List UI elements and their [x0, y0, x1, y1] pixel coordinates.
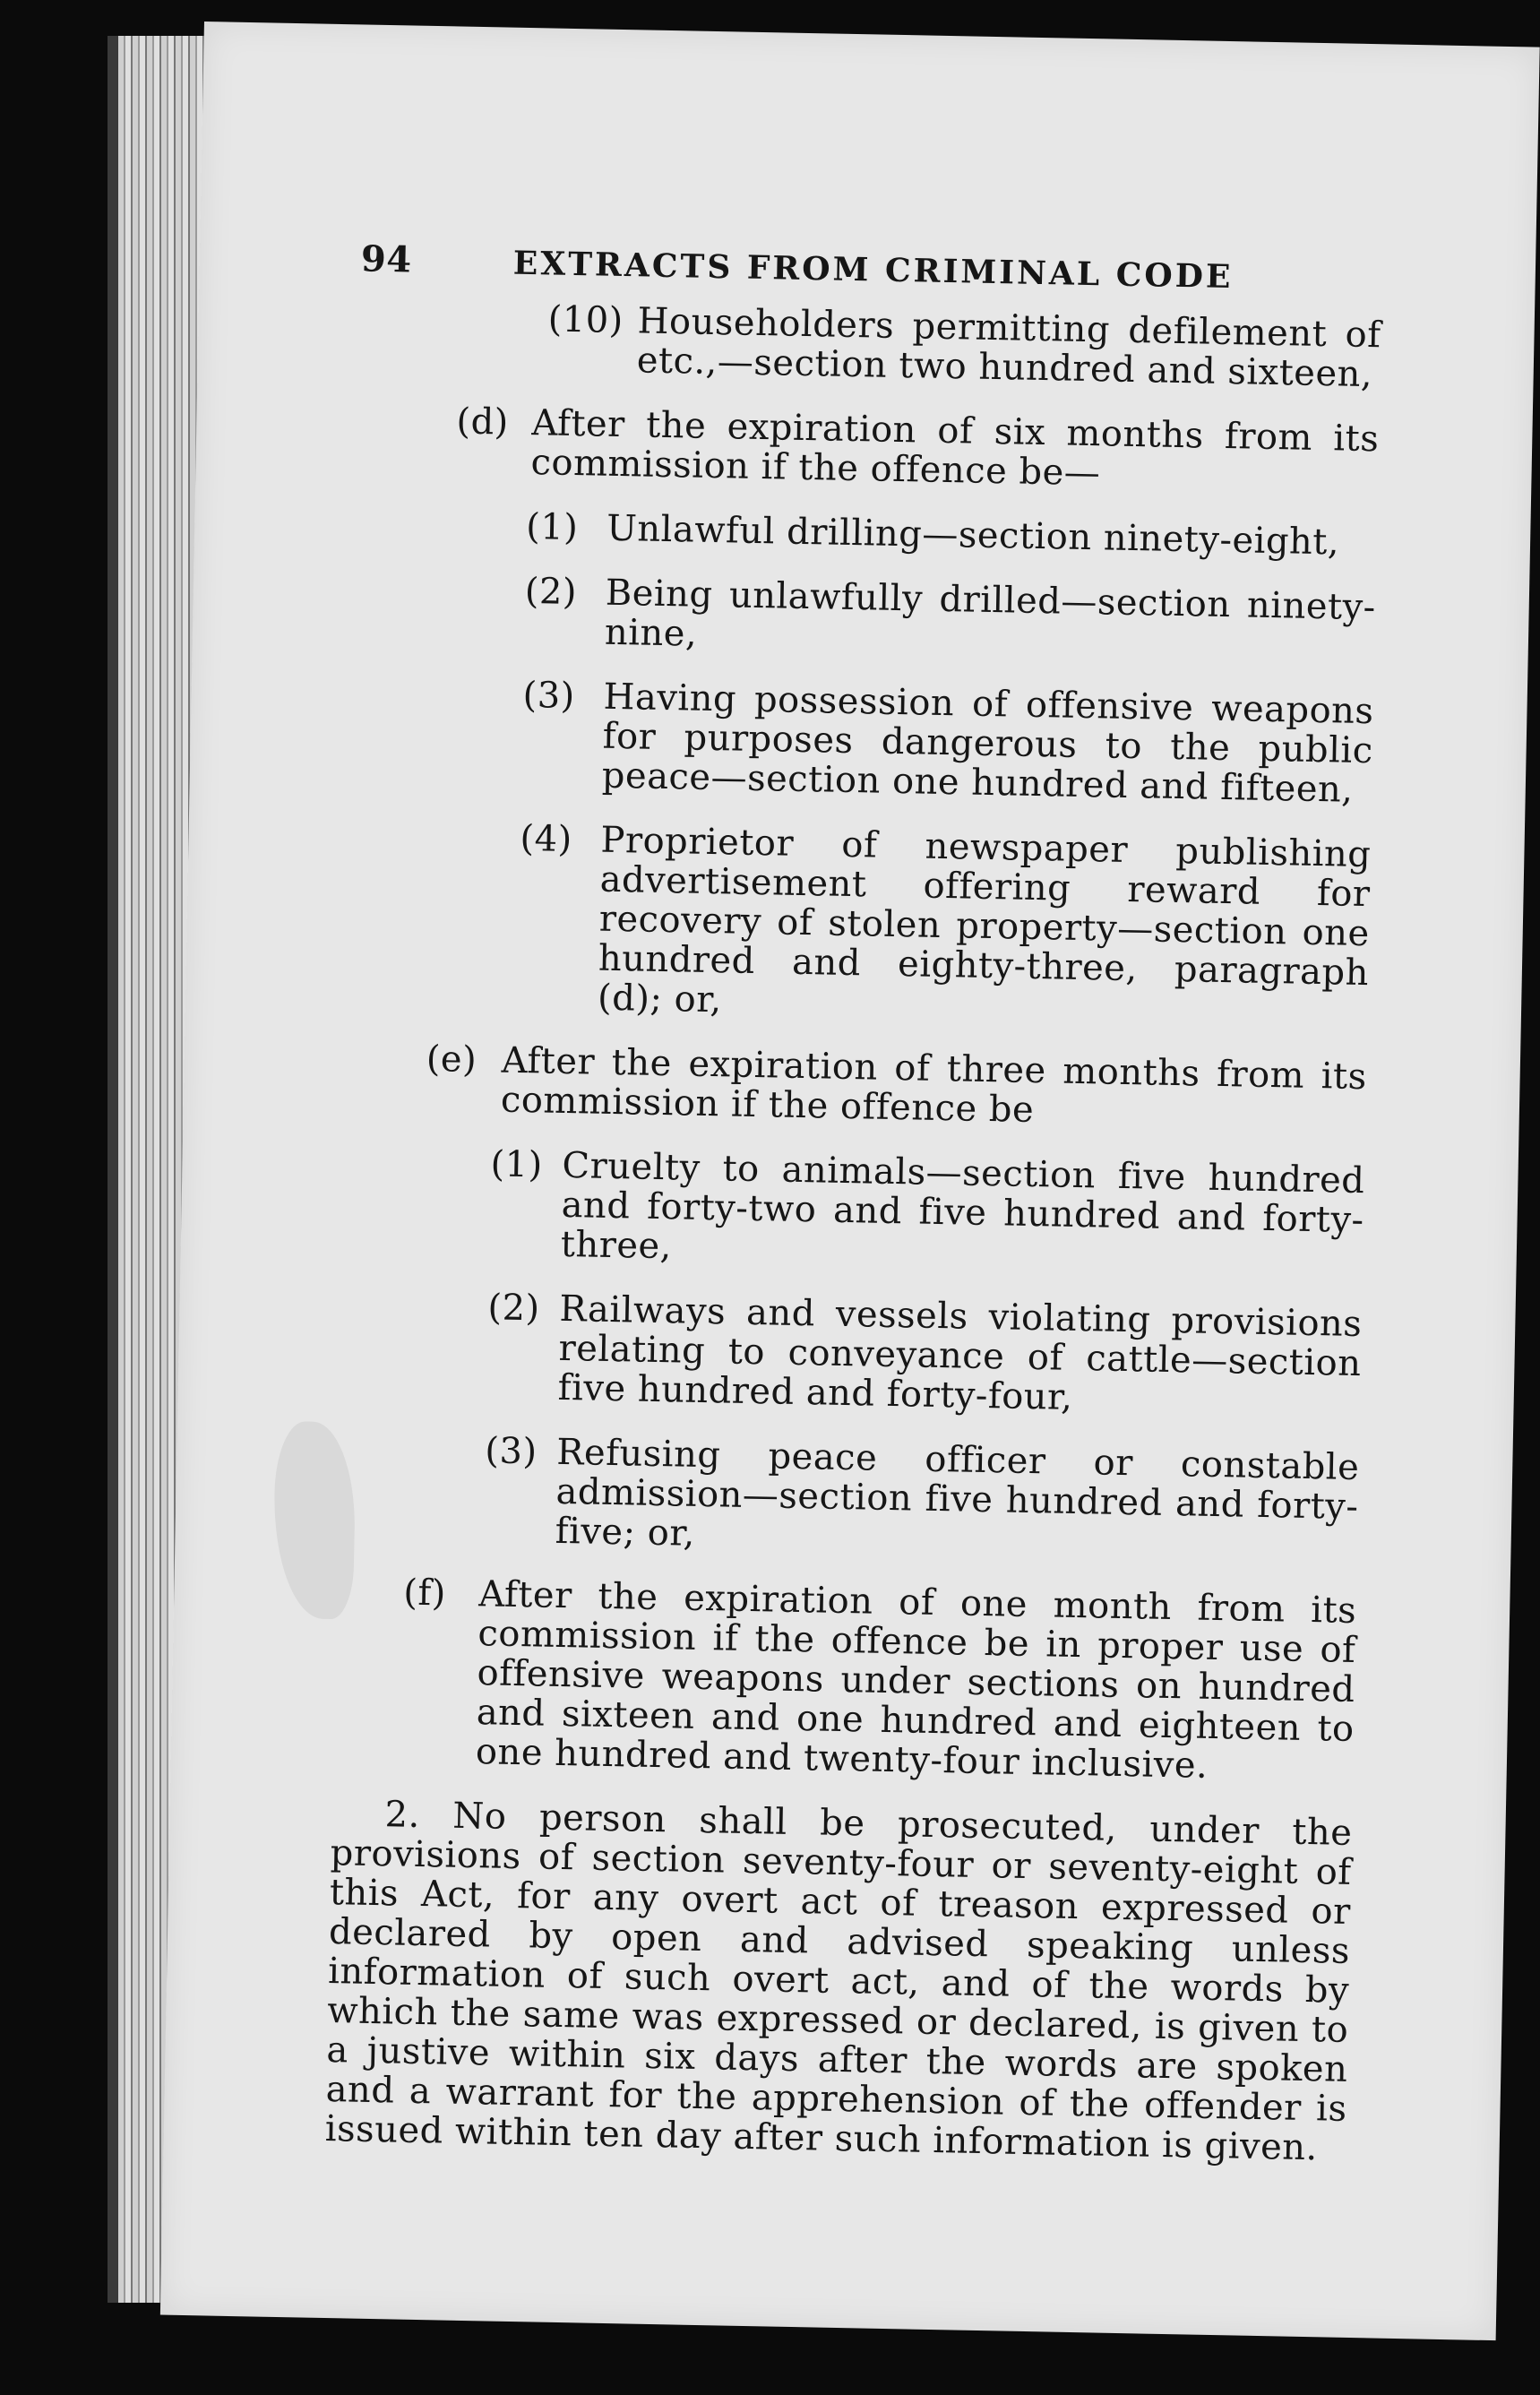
clause-number: (3)	[522, 674, 576, 718]
clause-d-2	[524, 572, 1377, 667]
clause-10	[546, 299, 1381, 394]
clause-text: Having possession of offensive weapons for purposes dangerous to the public peace—section one hundred and fifteen,	[601, 676, 1374, 811]
clause-text: Cruelty to animals—section five hundred and forty-two and five hundred and forty-three,	[560, 1144, 1365, 1268]
clause-d-3	[521, 676, 1374, 810]
paragraph-2: 2. No person shall be prosecuted, under the provisions of section seventy-four or seventy-eight of this Act, for any overt act of treason expressed or declared by open and advised speaking unless information of such overt act, and of the words by which the same was expressed or declared, is given to a justive within six days after the words are spoken and a warrant for the apprehension of the offender is issued within ten day after such information is given.	[324, 1794, 1353, 2169]
clause-number: (2)	[487, 1287, 541, 1330]
clause-number: (e)	[426, 1038, 477, 1081]
clause-number: (4)	[520, 817, 573, 861]
clause-e-2	[486, 1288, 1362, 1423]
clause-text: Railways and vessels violating provisions relating to conveyance of cattle—section five hundred and forty-four,	[557, 1288, 1363, 1418]
clause-number: (2)	[524, 570, 578, 614]
clause-number: (1)	[525, 506, 579, 549]
clause-number: (d)	[456, 401, 510, 444]
clause-text: Unlawful drilling—section ninety-eight,	[606, 507, 1340, 564]
page-number: 94	[360, 237, 413, 281]
clause-number: (10)	[547, 298, 624, 342]
clause-d	[455, 401, 1379, 498]
clause-number: (1)	[490, 1143, 544, 1186]
clause-number: (f)	[402, 1572, 447, 1615]
clause-number: (3)	[484, 1430, 538, 1473]
clause-d-4	[517, 819, 1372, 1032]
running-title: EXTRACTS FROM CRIMINAL CODE	[512, 244, 1234, 297]
page-content	[324, 239, 1382, 2203]
clause-text: After the expiration of three months from its commission if the offence be	[500, 1039, 1368, 1131]
clause-text: Householders permitting defilement of etc.,—section two hundred and sixteen,	[636, 300, 1381, 396]
clause-e	[426, 1039, 1367, 1136]
clause-d-1	[526, 507, 1378, 563]
clause-f	[400, 1573, 1357, 1788]
clause-text: Refusing peace officer or constable admission—section five hundred and forty-five; or,	[555, 1431, 1360, 1555]
clause-text: Being unlawfully drilled—section ninety-nine,	[604, 572, 1377, 655]
clause-e-1	[488, 1144, 1364, 1279]
clause-text: Proprietor of newspaper publishing advertisement offering reward for recovery of stolen property—section one hundred and eighty-three, paragraph (d); or,	[597, 819, 1372, 1021]
running-header	[360, 239, 1382, 299]
book-page	[160, 22, 1540, 2340]
clause-text: After the expiration of six months from its commission if the offence be—	[530, 402, 1380, 495]
clause-text: After the expiration of one month from its commission if the offence be in proper use of offensive weapons under sections on hundred and sixteen and one hundred and eighteen to one hundred and twenty-four inclusive.	[475, 1573, 1357, 1787]
clause-e-3	[483, 1431, 1359, 1566]
